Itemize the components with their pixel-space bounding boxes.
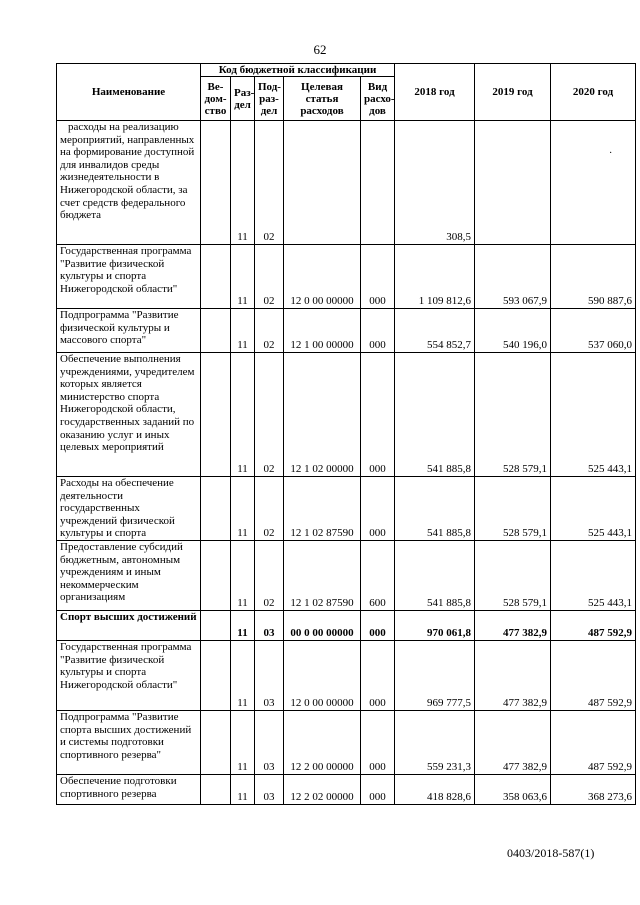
row-razdel: 11	[231, 711, 255, 775]
row-name-text: Подпрограмма "Развитие физической культуры и массового спорта"	[60, 309, 179, 347]
row-celevaya: 12 1 02 87590	[284, 541, 361, 611]
row-podrazdel: 02	[255, 121, 284, 245]
table-row	[57, 309, 636, 353]
row-2020: 537 060,0	[551, 309, 636, 353]
header-podrazdel: Под-раз-дел	[255, 77, 284, 121]
row-2019: 528 579,1	[475, 477, 551, 541]
row-vid: 000	[361, 245, 395, 309]
row-2020: 525 443,1	[551, 353, 636, 477]
row-razdel: 11	[231, 309, 255, 353]
row-name	[57, 309, 201, 353]
table-row	[57, 477, 636, 541]
row-vid: 000	[361, 353, 395, 477]
row-2020: 368 273,6	[551, 775, 636, 805]
table-row	[57, 353, 636, 477]
header-code-group: Код бюджетной классификации	[201, 64, 395, 77]
row-celevaya: 12 2 02 00000	[284, 775, 361, 805]
row-razdel: 11	[231, 611, 255, 641]
row-celevaya: 12 0 00 00000	[284, 641, 361, 711]
row-razdel: 11	[231, 353, 255, 477]
row-vedomstvo	[201, 775, 231, 805]
row-name	[57, 477, 201, 541]
row-name	[57, 121, 201, 245]
row-razdel: 11	[231, 245, 255, 309]
row-name-text: Государственная программа "Развитие физической культуры и спорта Нижегородской области"	[60, 641, 192, 691]
row-razdel: 11	[231, 775, 255, 805]
row-2018: 541 885,8	[395, 541, 475, 611]
row-vedomstvo	[201, 641, 231, 711]
row-2018: 418 828,6	[395, 775, 475, 805]
row-podrazdel: 03	[255, 641, 284, 711]
budget-table	[56, 63, 636, 805]
row-celevaya: 12 0 00 00000	[284, 245, 361, 309]
row-2020	[551, 121, 636, 245]
row-name-text: Предоставление субсидий бюджетным, автономным учреждениям и иным некоммерческим организациям	[60, 541, 183, 604]
row-2018: 969 777,5	[395, 641, 475, 711]
row-name-text: Обеспечение подготовки спортивного резерва	[60, 775, 177, 800]
table-row	[57, 541, 636, 611]
row-vedomstvo	[201, 121, 231, 245]
row-name-text: Спорт высших достижений	[60, 611, 197, 623]
row-celevaya: 12 1 00 00000	[284, 309, 361, 353]
row-name-text: Расходы на обеспечение деятельности государственных учреждений физической культуры и спорта	[60, 477, 175, 540]
row-2019: 358 063,6	[475, 775, 551, 805]
row-podrazdel: 02	[255, 477, 284, 541]
row-name	[57, 775, 201, 805]
row-2019: 477 382,9	[475, 611, 551, 641]
row-celevaya: 12 2 00 00000	[284, 711, 361, 775]
row-vid: 600	[361, 541, 395, 611]
header-name: Наименование	[57, 64, 201, 121]
row-celevaya: 12 1 02 00000	[284, 353, 361, 477]
row-2020: 487 592,9	[551, 711, 636, 775]
row-vedomstvo	[201, 477, 231, 541]
table-row	[57, 775, 636, 805]
row-razdel: 11	[231, 477, 255, 541]
header-2019: 2019 год	[475, 64, 551, 121]
header-2018: 2018 год	[395, 64, 475, 121]
row-2018: 554 852,7	[395, 309, 475, 353]
row-vedomstvo	[201, 353, 231, 477]
table-row	[57, 641, 636, 711]
row-2019	[475, 121, 551, 245]
document-code: 0403/2018-587(1)	[507, 846, 595, 860]
header-razdel: Раз-дел	[231, 77, 255, 121]
row-razdel: 11	[231, 121, 255, 245]
row-podrazdel: 02	[255, 245, 284, 309]
row-vedomstvo	[201, 711, 231, 775]
stray-mark: ·	[609, 148, 613, 159]
row-vedomstvo	[201, 541, 231, 611]
row-vid: 000	[361, 611, 395, 641]
table-row	[57, 121, 636, 245]
row-vid: 000	[361, 309, 395, 353]
row-2018: 970 061,8	[395, 611, 475, 641]
row-name	[57, 641, 201, 711]
row-podrazdel: 02	[255, 541, 284, 611]
row-podrazdel: 02	[255, 309, 284, 353]
header-vedomstvo: Ве-дом-ство	[201, 77, 231, 121]
row-name-text: Подпрограмма "Развитие спорта высших достижений и системы подготовки спортивного резерва"	[60, 711, 192, 761]
row-2018: 1 109 812,6	[395, 245, 475, 309]
row-2019: 477 382,9	[475, 711, 551, 775]
row-celevaya: 00 0 00 00000	[284, 611, 361, 641]
row-vid: 000	[361, 775, 395, 805]
row-2020: 525 443,1	[551, 477, 636, 541]
row-2019: 593 067,9	[475, 245, 551, 309]
row-vedomstvo	[201, 309, 231, 353]
page-number: 62	[313, 42, 327, 57]
row-2019: 477 382,9	[475, 641, 551, 711]
table-row	[57, 611, 636, 641]
row-podrazdel: 03	[255, 711, 284, 775]
row-name	[57, 611, 201, 641]
row-name-text: расходы на реализацию мероприятий, направленных на формирование доступной для инвалидов среды жизнедеятельности в Нижегородской области, за счет средств федерального бюджета	[60, 121, 195, 222]
header-2020: 2020 год	[551, 64, 636, 121]
row-vid: 000	[361, 641, 395, 711]
row-name	[57, 245, 201, 309]
header-celevaya: Целевая статья расходов	[284, 77, 361, 121]
table-row	[57, 245, 636, 309]
row-2020: 487 592,9	[551, 611, 636, 641]
row-vid: 000	[361, 711, 395, 775]
row-name	[57, 541, 201, 611]
row-name	[57, 353, 201, 477]
row-2018: 541 885,8	[395, 477, 475, 541]
row-razdel: 11	[231, 541, 255, 611]
row-vedomstvo	[201, 245, 231, 309]
row-razdel: 11	[231, 641, 255, 711]
row-vedomstvo	[201, 611, 231, 641]
row-2019: 528 579,1	[475, 541, 551, 611]
row-2018: 308,5	[395, 121, 475, 245]
row-vid: 000	[361, 477, 395, 541]
row-2020: 487 592,9	[551, 641, 636, 711]
row-podrazdel: 02	[255, 353, 284, 477]
table-body	[57, 121, 636, 805]
row-2020: 525 443,1	[551, 541, 636, 611]
row-2018: 541 885,8	[395, 353, 475, 477]
row-2019: 528 579,1	[475, 353, 551, 477]
table-row	[57, 711, 636, 775]
row-name-text: Государственная программа "Развитие физической культуры и спорта Нижегородской области"	[60, 245, 192, 295]
row-2018: 559 231,3	[395, 711, 475, 775]
row-podrazdel: 03	[255, 775, 284, 805]
row-2020: 590 887,6	[551, 245, 636, 309]
row-celevaya	[284, 121, 361, 245]
row-2019: 540 196,0	[475, 309, 551, 353]
header-vid: Вид расхо-дов	[361, 77, 395, 121]
row-celevaya: 12 1 02 87590	[284, 477, 361, 541]
row-name	[57, 711, 201, 775]
row-name-text: Обеспечение выполнения учреждениями, учредителем которых является министерство спорта Нижегородской области, государственных заданий по оказанию услуг и иных целевых мероприятий	[60, 353, 195, 454]
row-podrazdel: 03	[255, 611, 284, 641]
row-vid	[361, 121, 395, 245]
